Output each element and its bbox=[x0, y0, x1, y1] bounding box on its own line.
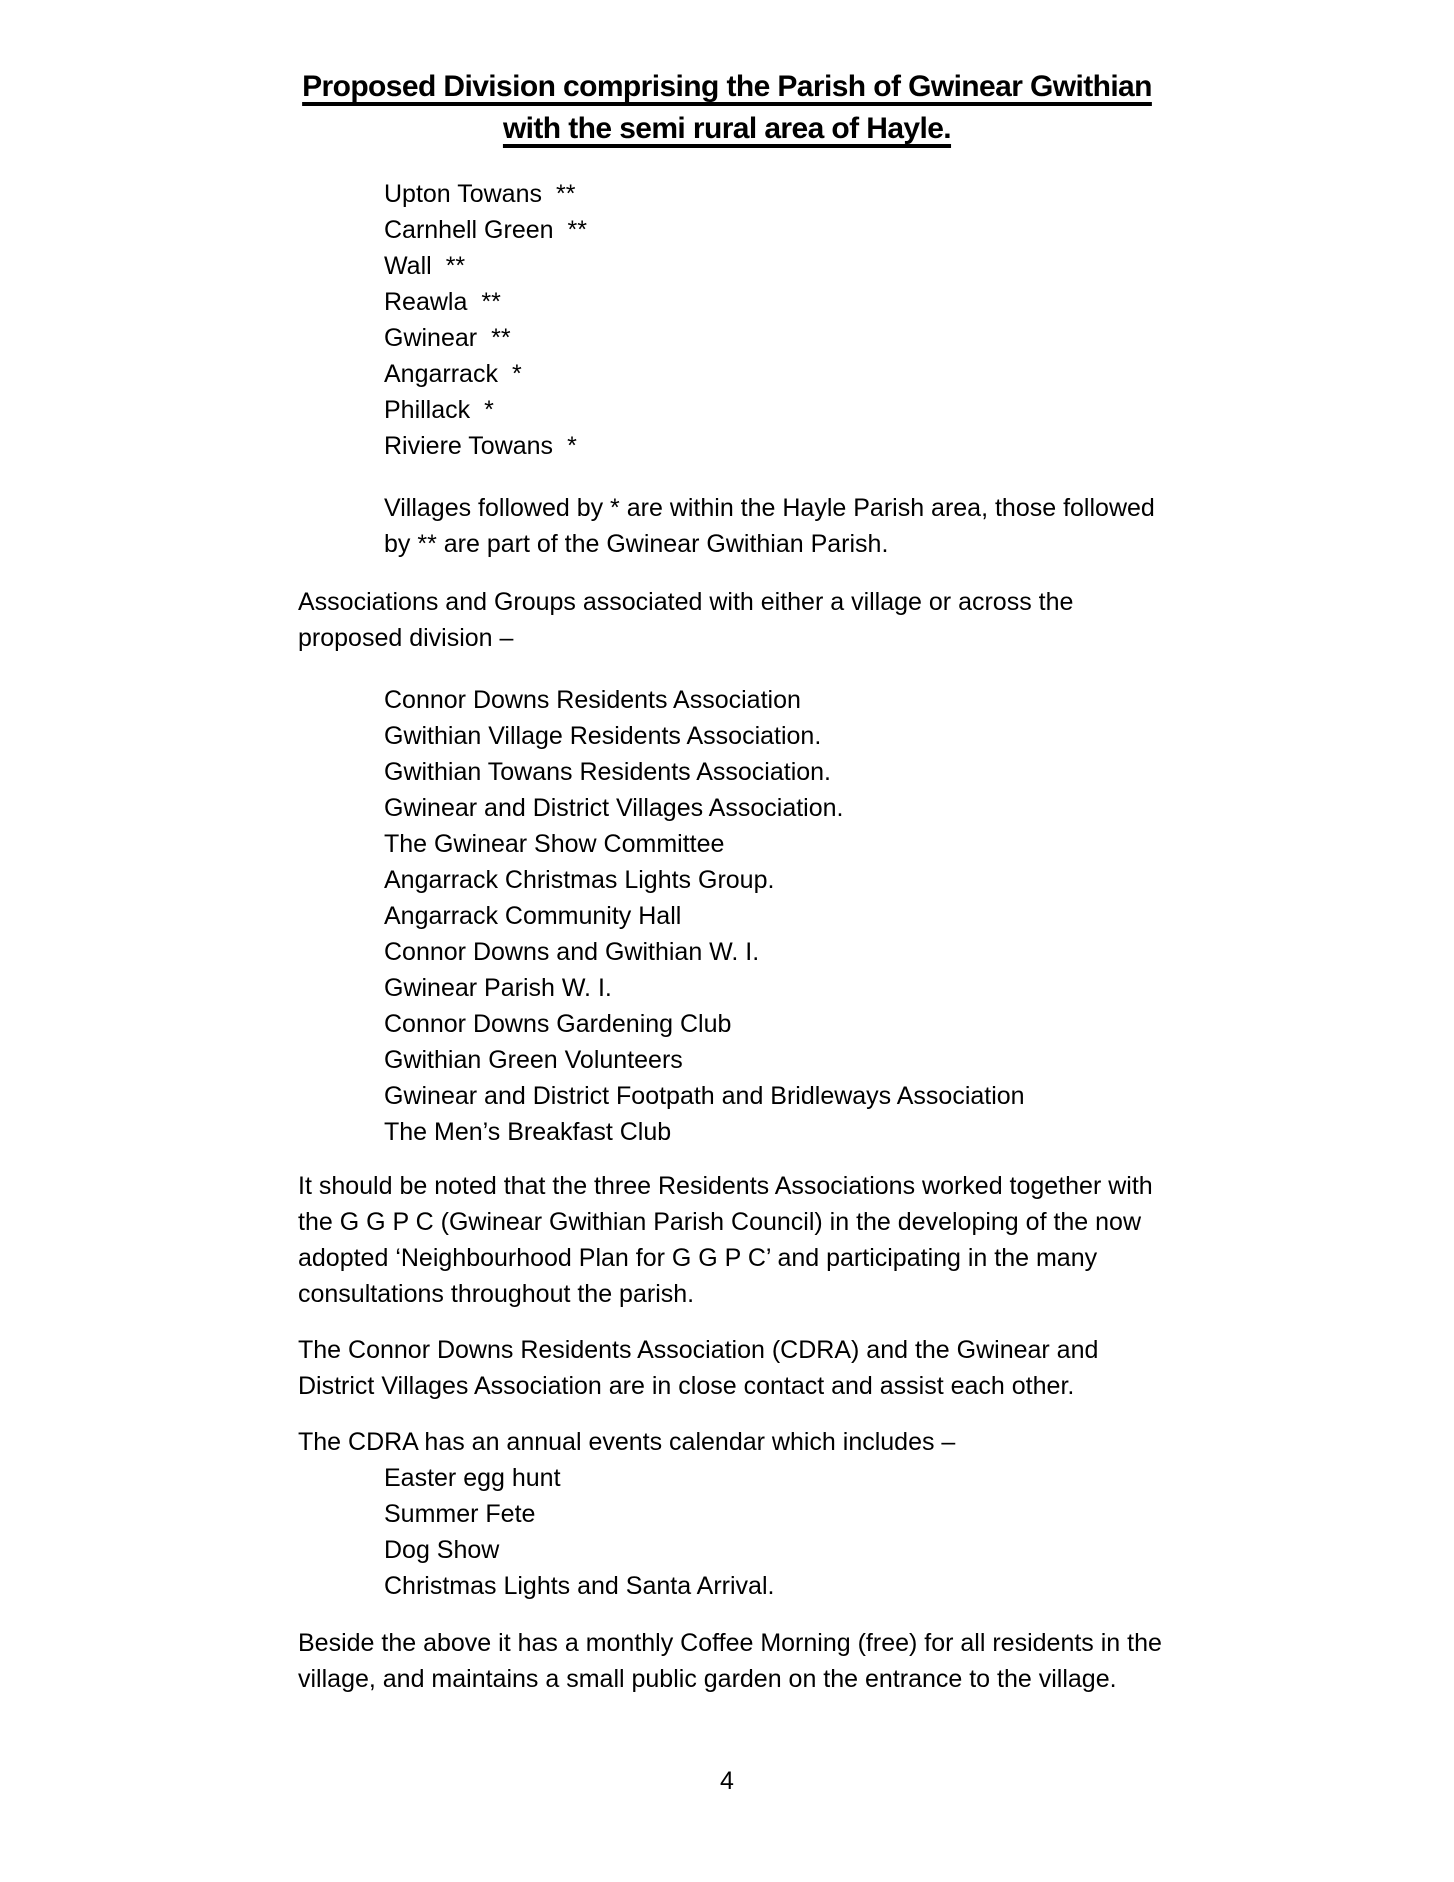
ggpc-paragraph-line: the G G P C (Gwinear Gwithian Parish Council) in the developing of the now bbox=[298, 1208, 1142, 1236]
village-marker: * bbox=[567, 432, 577, 460]
village-marker: ** bbox=[481, 288, 501, 316]
cdra-contact-paragraph bbox=[298, 1332, 1454, 1404]
association-item: Gwithian Towans Residents Association. bbox=[384, 758, 831, 786]
village-name: Carnhell Green bbox=[384, 216, 554, 244]
ggpc-paragraph-line: adopted ‘Neighbourhood Plan for G G P C’ and participating in the many bbox=[298, 1244, 1098, 1272]
village-list bbox=[384, 176, 1454, 464]
events-list bbox=[384, 1460, 1454, 1604]
village-name: Upton Towans bbox=[384, 180, 542, 208]
village-marker: ** bbox=[491, 324, 511, 352]
village-item bbox=[384, 320, 1454, 356]
event-item: Summer Fete bbox=[384, 1500, 536, 1528]
village-marker: ** bbox=[445, 252, 466, 280]
village-item bbox=[384, 212, 1454, 248]
village-item bbox=[384, 356, 1454, 392]
page-number: 4 bbox=[720, 1767, 734, 1795]
village-item bbox=[384, 284, 1454, 320]
association-item: Gwinear Parish W. I. bbox=[384, 974, 612, 1002]
event-item: Easter egg hunt bbox=[384, 1464, 561, 1492]
associations-intro-paragraph bbox=[298, 584, 1454, 656]
village-name: Gwinear bbox=[384, 324, 478, 352]
village-marker: ** bbox=[555, 180, 576, 208]
document-title bbox=[0, 66, 1454, 150]
associations-intro-line: proposed division – bbox=[298, 624, 514, 652]
association-item: Connor Downs Residents Association bbox=[384, 686, 801, 714]
marker-note-paragraph bbox=[384, 490, 1454, 562]
village-item bbox=[384, 428, 1454, 464]
association-item: Gwinear and District Footpath and Bridleways Association bbox=[384, 1082, 1025, 1110]
associations-list bbox=[384, 682, 1454, 1150]
village-marker: * bbox=[484, 396, 494, 424]
village-item bbox=[384, 248, 1454, 284]
association-item: Angarrack Christmas Lights Group. bbox=[384, 866, 775, 894]
association-item: Connor Downs Gardening Club bbox=[384, 1010, 732, 1038]
village-name: Phillack bbox=[384, 396, 471, 424]
village-marker: * bbox=[511, 360, 522, 388]
closing-paragraph bbox=[298, 1625, 1454, 1697]
association-item: Connor Downs and Gwithian W. I. bbox=[384, 938, 760, 966]
event-item: Dog Show bbox=[384, 1536, 500, 1564]
event-item: Christmas Lights and Santa Arrival. bbox=[384, 1572, 775, 1600]
marker-note-line: Villages followed by * are within the Hayle Parish area, those followed bbox=[384, 494, 1155, 522]
association-item: The Men’s Breakfast Club bbox=[384, 1118, 672, 1146]
ggpc-paragraph-line: consultations throughout the parish. bbox=[298, 1280, 695, 1308]
associations-intro-line: Associations and Groups associated with either a village or across the bbox=[298, 588, 1074, 616]
ggpc-paragraph bbox=[298, 1168, 1454, 1312]
association-item: Gwinear and District Villages Association. bbox=[384, 794, 844, 822]
association-item: Gwithian Green Volunteers bbox=[384, 1046, 683, 1074]
association-item: Angarrack Community Hall bbox=[384, 902, 682, 930]
title-line-2: with the semi rural area of Hayle. bbox=[502, 112, 952, 145]
events-intro-line: The CDRA has an annual events calendar which includes – bbox=[298, 1428, 956, 1456]
cdra-contact-line: District Villages Association are in close contact and assist each other. bbox=[298, 1372, 1075, 1400]
ggpc-paragraph-line: It should be noted that the three Residents Associations worked together with bbox=[298, 1172, 1153, 1200]
marker-note-line: by ** are part of the Gwinear Gwithian Parish. bbox=[384, 530, 889, 558]
village-item bbox=[384, 392, 1454, 428]
village-name: Riviere Towans bbox=[384, 432, 554, 460]
village-name: Reawla bbox=[384, 288, 468, 316]
association-item: Gwithian Village Residents Association. bbox=[384, 722, 822, 750]
closing-paragraph-line: Beside the above it has a monthly Coffee Morning (free) for all residents in the bbox=[298, 1629, 1162, 1657]
village-name: Angarrack bbox=[384, 360, 498, 388]
village-item bbox=[384, 176, 1454, 212]
village-name: Wall bbox=[384, 252, 432, 280]
village-marker: ** bbox=[567, 216, 587, 244]
closing-paragraph-line: village, and maintains a small public garden on the entrance to the village. bbox=[298, 1665, 1117, 1693]
cdra-contact-line: The Connor Downs Residents Association (CDRA) and the Gwinear and bbox=[298, 1336, 1099, 1364]
title-line-1: Proposed Division comprising the Parish of Gwinear Gwithian bbox=[302, 70, 1152, 103]
association-item: The Gwinear Show Committee bbox=[384, 830, 725, 858]
